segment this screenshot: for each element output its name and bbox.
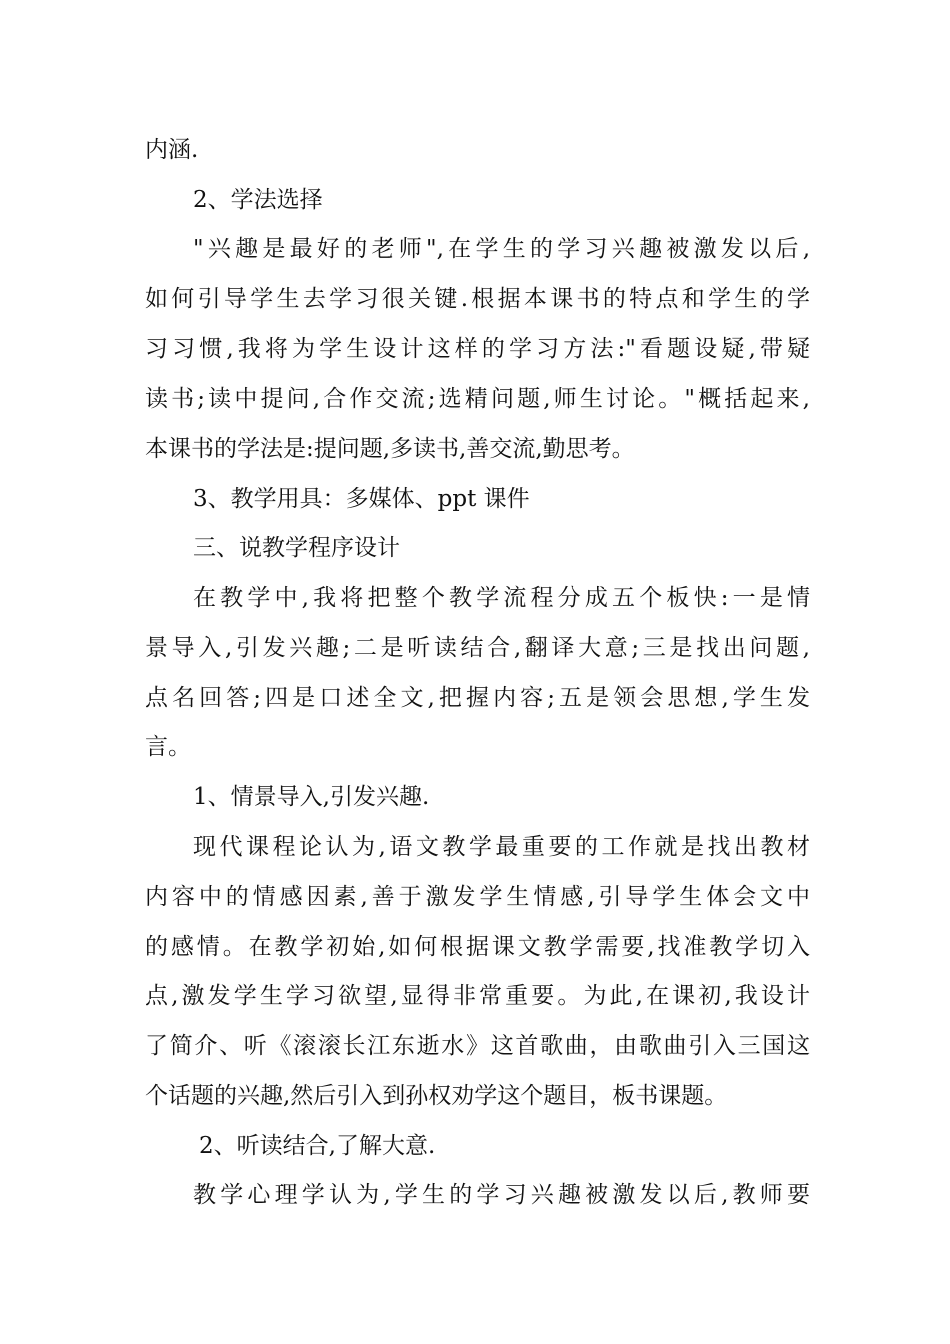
paragraph-first-line: "兴趣是最好的老师",在学生的学习兴趣被激发以后, (193, 236, 810, 262)
section-heading: 3、教学用具：多媒体、ppt 课件 (193, 486, 530, 512)
text-line: 言。 (145, 734, 191, 760)
text-line: 点,激发学生学习欲望,显得非常重要。为此,在课初,我设计 (145, 983, 810, 1009)
paragraph-first-line: 教学心理学认为,学生的学习兴趣被激发以后,教师要 (193, 1182, 810, 1208)
text-line: 读书;读中提问,合作交流;选精问题,师生讨论。"概括起来, (145, 386, 810, 412)
section-heading: 1、情景导入,引发兴趣. (193, 784, 430, 810)
text-line: 点名回答;四是口述全文,把握内容;五是领会思想,学生发 (145, 685, 810, 711)
section-heading: 2、听读结合,了解大意. (199, 1133, 436, 1159)
paragraph-first-line: 在教学中,我将把整个教学流程分成五个板快:一是情 (193, 585, 810, 611)
text-line: 个话题的兴趣,然后引入到孙权劝学这个题目，板书课题。 (145, 1083, 728, 1109)
text-line: 如何引导学生去学习很关键.根据本课书的特点和学生的学 (145, 286, 810, 312)
section-heading: 三、说教学程序设计 (193, 535, 400, 561)
text-line: 习习惯,我将为学生设计这样的学习方法:"看题设疑,带疑 (145, 336, 810, 362)
paragraph-first-line: 现代课程论认为,语文教学最重要的工作就是找出教材 (193, 834, 810, 860)
text-line: 内容中的情感因素,善于激发学生情感,引导学生体会文中 (145, 884, 810, 910)
text-line: 内涵. (145, 137, 199, 163)
text-line: 了简介、听《滚滚长江东逝水》这首歌曲，由歌曲引入三国这 (145, 1033, 810, 1059)
text-line: 本课书的学法是:提问题,多读书,善交流,勤思考。 (145, 436, 635, 462)
text-line: 的感情。在教学初始,如何根据课文教学需要,找准教学切入 (145, 934, 810, 960)
text-line: 景导入,引发兴趣;二是听读结合,翻译大意;三是找出问题, (145, 635, 810, 661)
section-heading: 2、学法选择 (193, 187, 323, 213)
